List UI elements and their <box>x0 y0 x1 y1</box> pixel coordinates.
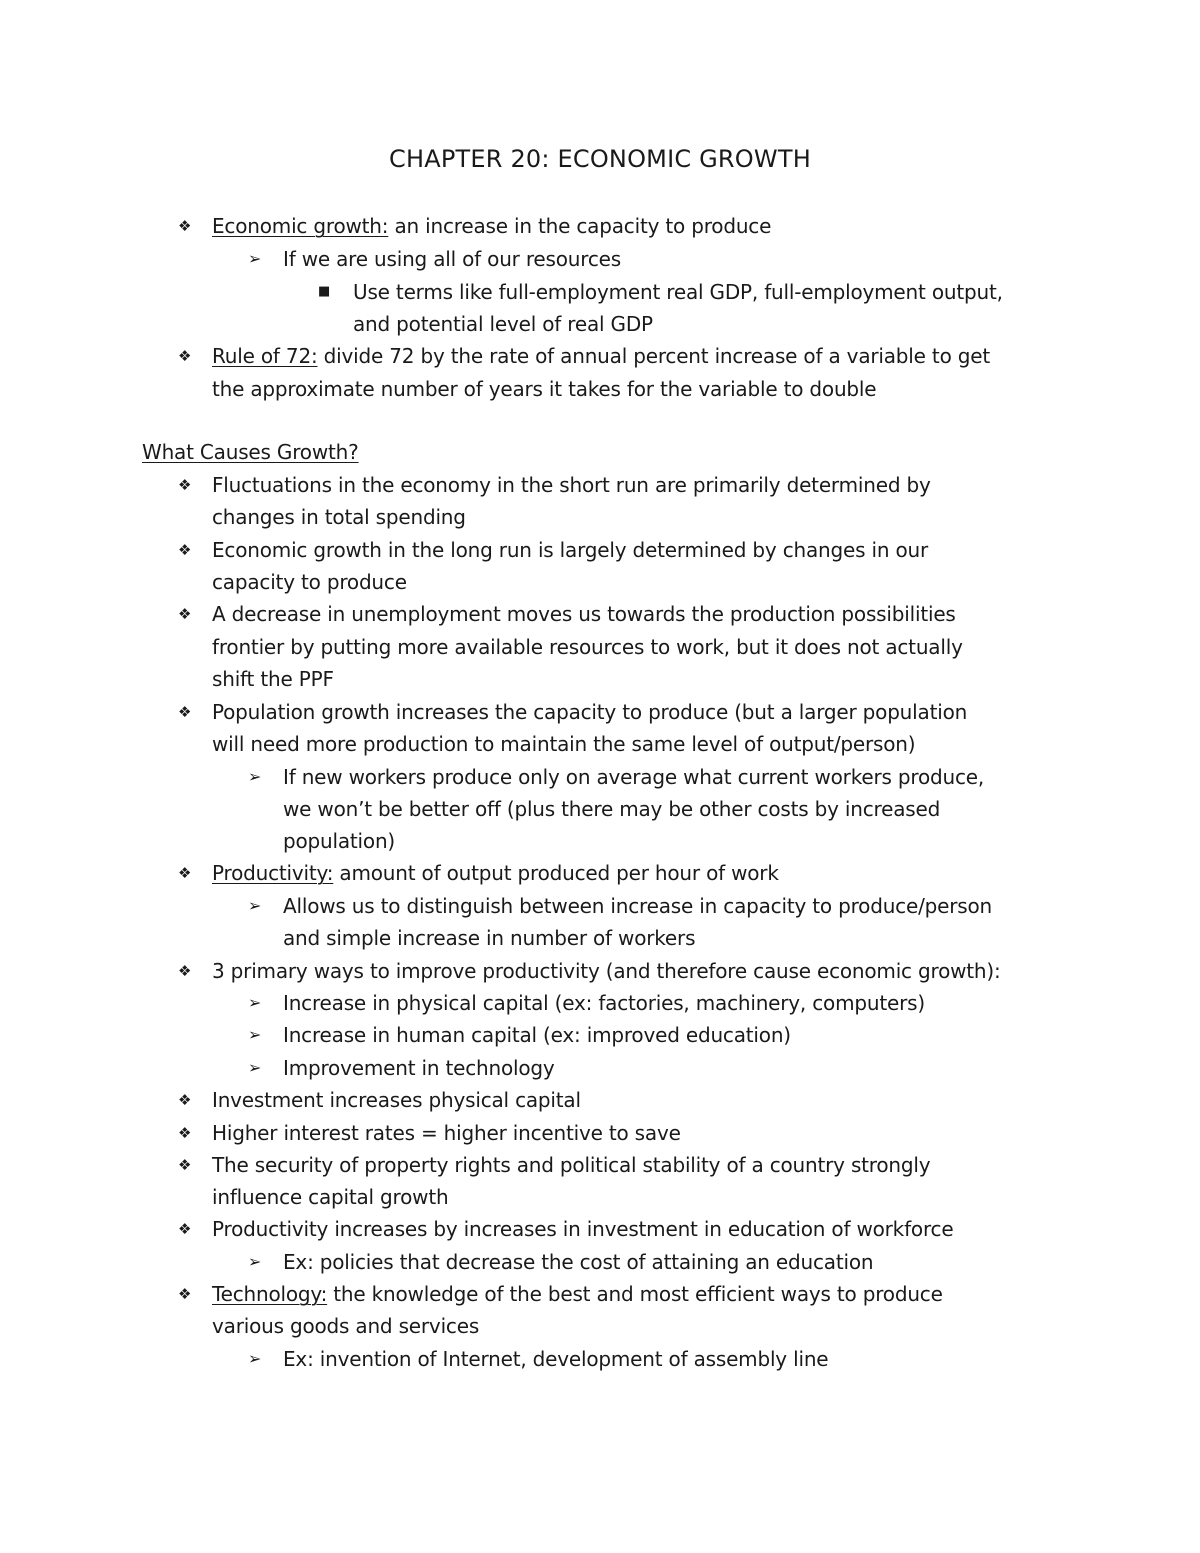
terms-line-2: and potential level of real GDP <box>353 312 653 336</box>
education-example: Ex: policies that decrease the cost of attaining an education <box>283 1250 874 1274</box>
investment-line: Investment increases physical capital <box>212 1088 581 1112</box>
pop-line-2: will need more production to maintain the same level of output/person) <box>212 732 916 756</box>
diamond-bullet-icon: ❖ <box>178 1220 192 1238</box>
technology-term: Technology: <box>212 1282 328 1306</box>
unemp-line-1: A decrease in unemployment moves us towards the production possibilities <box>212 602 956 626</box>
pop-line-1: Population growth increases the capacity to produce (but a larger population <box>212 700 968 724</box>
page-title: CHAPTER 20: ECONOMIC GROWTH <box>389 145 811 173</box>
way-1: Increase in physical capital (ex: factories, machinery, computers) <box>283 991 925 1015</box>
diamond-bullet-icon: ❖ <box>178 347 192 365</box>
arrow-bullet-icon: ➢ <box>248 896 262 915</box>
unemp-line-3: shift the PPF <box>212 667 334 691</box>
econ-growth-def: an increase in the capacity to produce <box>388 214 772 238</box>
technology-item <box>212 1278 943 1310</box>
unemp-line-2: frontier by putting more available resources to work, but it does not actually <box>212 635 963 659</box>
security-line-1: The security of property rights and political stability of a country strongly <box>212 1153 931 1177</box>
diamond-bullet-icon: ❖ <box>178 864 192 882</box>
rule72-item <box>212 340 990 372</box>
diamond-bullet-icon: ❖ <box>178 605 192 623</box>
longrun-line-1: Economic growth in the long run is largely determined by changes in our <box>212 538 928 562</box>
productivity-term: Productivity: <box>212 861 334 885</box>
workers-line-1: If new workers produce only on average what current workers produce, <box>283 765 985 789</box>
productivity-item <box>212 857 779 889</box>
diamond-bullet-icon: ❖ <box>178 1124 192 1142</box>
econ-growth-term: Economic growth: <box>212 214 389 238</box>
workers-line-2: we won’t be better off (plus there may be other costs by increased <box>283 797 941 821</box>
section-heading: What Causes Growth? <box>142 440 359 464</box>
technology-def: the knowledge of the best and most efficient ways to produce <box>327 1282 943 1306</box>
arrow-bullet-icon: ➢ <box>248 767 262 786</box>
rule72-line-2: the approximate number of years it takes for the variable to double <box>212 377 877 401</box>
terms-line-1: Use terms like full-employment real GDP, full-employment output, <box>353 280 1003 304</box>
prod-sub-line-1: Allows us to distinguish between increase in capacity to produce/person <box>283 894 992 918</box>
fluct-line-2: changes in total spending <box>212 505 466 529</box>
diamond-bullet-icon: ❖ <box>178 1156 192 1174</box>
interest-line: Higher interest rates = higher incentive to save <box>212 1121 681 1145</box>
way-2: Increase in human capital (ex: improved education) <box>283 1023 791 1047</box>
arrow-bullet-icon: ➢ <box>248 1025 262 1044</box>
diamond-bullet-icon: ❖ <box>178 962 192 980</box>
ways-line: 3 primary ways to improve productivity (and therefore cause economic growth): <box>212 959 1001 983</box>
arrow-bullet-icon: ➢ <box>248 249 262 268</box>
longrun-line-2: capacity to produce <box>212 570 407 594</box>
fluct-line-1: Fluctuations in the economy in the short run are primarily determined by <box>212 473 931 497</box>
way-3: Improvement in technology <box>283 1056 555 1080</box>
diamond-bullet-icon: ❖ <box>178 703 192 721</box>
diamond-bullet-icon: ❖ <box>178 541 192 559</box>
workers-line-3: population) <box>283 829 396 853</box>
rule72-def: divide 72 by the rate of annual percent increase of a variable to get <box>317 344 991 368</box>
diamond-bullet-icon: ❖ <box>178 217 192 235</box>
technology-line-2: various goods and services <box>212 1314 480 1338</box>
arrow-bullet-icon: ➢ <box>248 1252 262 1271</box>
education-line: Productivity increases by increases in investment in education of workforce <box>212 1217 954 1241</box>
rule72-term: Rule of 72: <box>212 344 318 368</box>
econ-growth-item <box>212 210 771 242</box>
diamond-bullet-icon: ❖ <box>178 476 192 494</box>
resources-note: If we are using all of our resources <box>283 247 621 271</box>
diamond-bullet-icon: ❖ <box>178 1285 192 1303</box>
technology-example: Ex: invention of Internet, development of assembly line <box>283 1347 829 1371</box>
productivity-def: amount of output produced per hour of work <box>333 861 779 885</box>
arrow-bullet-icon: ➢ <box>248 1349 262 1368</box>
arrow-bullet-icon: ➢ <box>248 993 262 1012</box>
prod-sub-line-2: and simple increase in number of workers <box>283 926 696 950</box>
square-bullet-icon: ■ <box>318 284 331 299</box>
diamond-bullet-icon: ❖ <box>178 1091 192 1109</box>
security-line-2: influence capital growth <box>212 1185 449 1209</box>
arrow-bullet-icon: ➢ <box>248 1058 262 1077</box>
